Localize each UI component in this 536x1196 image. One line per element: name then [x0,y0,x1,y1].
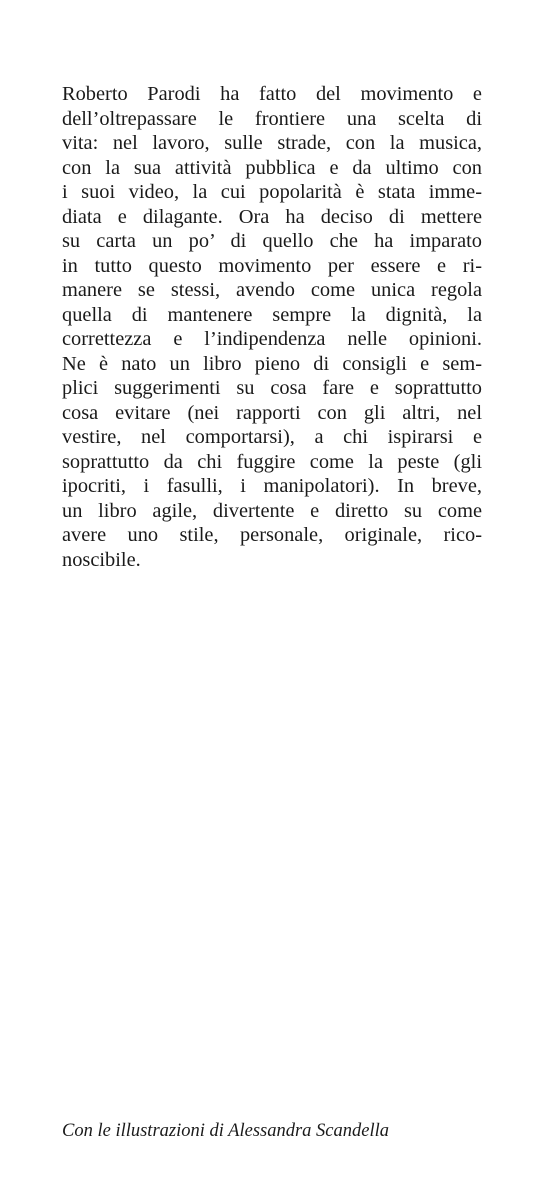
description-line: vestire, nel comportarsi), a chi ispirarsi e [62,426,482,448]
description-line: plici suggerimenti su cosa fare e soprattutto [62,377,482,399]
description-line: in tutto questo movimento per essere e ri- [62,254,482,277]
description-line: soprattutto da chi fuggire come la peste (gli [62,450,482,473]
description-line: correttezza e l’indipendenza nelle opinioni. [62,328,482,350]
description-line: vita: nel lavoro, sulle strade, con la musica, [62,132,482,154]
description-line: Roberto Parodi ha fatto del movimento e [62,83,482,105]
description-line: diata e dilagante. Ora ha deciso di mettere [62,205,482,228]
description-line: avere uno stile, personale, originale, rico- [62,524,482,546]
illustrator-credit: Con le illustrazioni di Alessandra Scandella [62,1121,390,1141]
description-line: ipocriti, i fasulli, i manipolatori). In breve, [62,475,482,497]
description-line: con la sua attività pubblica e da ultimo con [62,156,482,179]
description-line: cosa evitare (nei rapporti con gli altri, nel [62,401,482,424]
description-line: manere se stessi, avendo come unica regola [62,279,482,301]
book-description [62,82,482,572]
description-line: su carta un po’ di quello che ha imparato [62,230,482,252]
description-line: un libro agile, divertente e diretto su come [62,499,482,522]
description-line: Ne è nato un libro pieno di consigli e sem- [62,352,482,375]
description-line: quella di mantenere sempre la dignità, la [62,303,482,326]
description-line: i suoi video, la cui popolarità è stata imme- [62,181,482,203]
description-line: noscibile. [62,548,141,571]
description-line: dell’oltrepassare le frontiere una scelta di [62,107,482,130]
